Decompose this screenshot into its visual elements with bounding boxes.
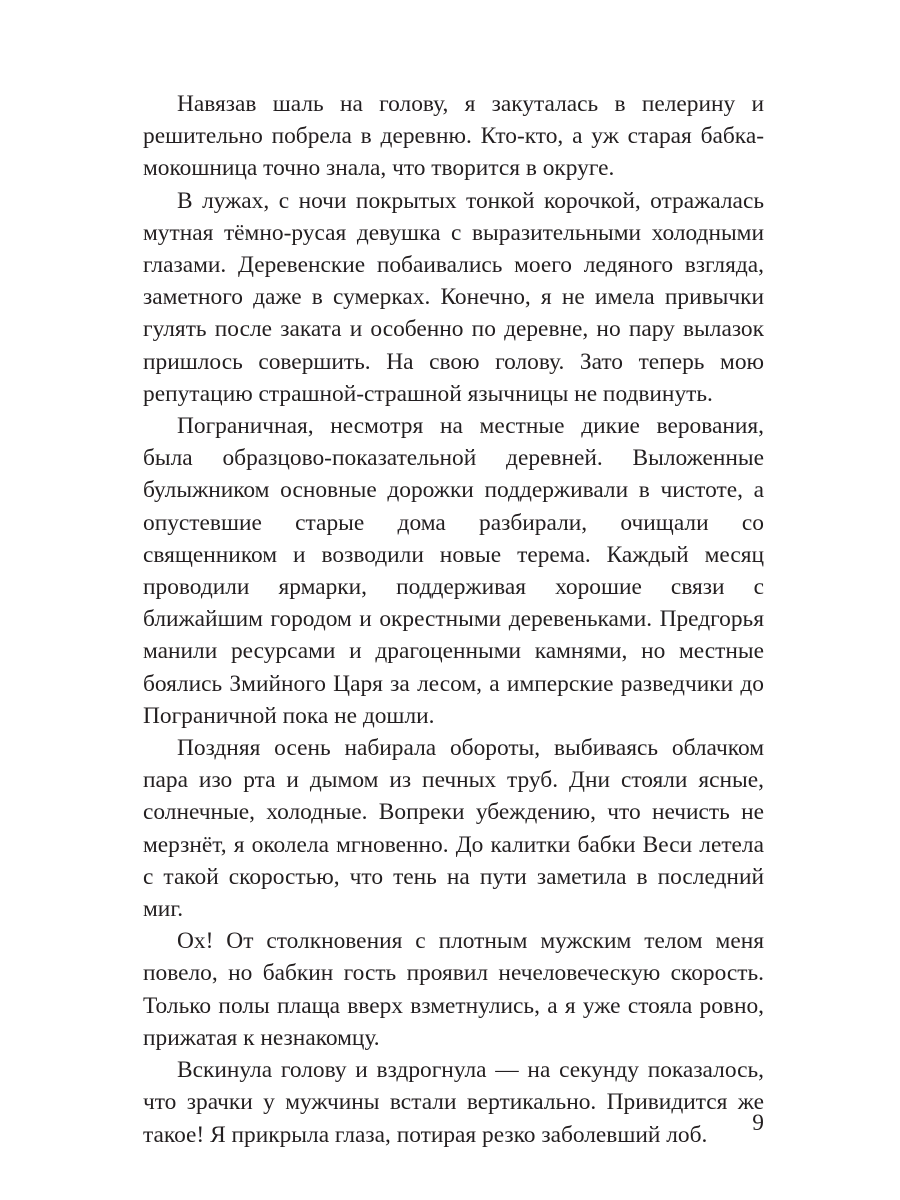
paragraph-5: Ох! От столкновения с плотным мужским телом меня повело, но бабкин гость проявил нечеловеческую скорость. Только полы плаща вверх взметнулись, а я уже стояла ровно, прижатая к незнакомцу. [143, 928, 764, 1051]
paragraph-4: Поздняя осень набирала обороты, выбиваясь облачком пара изо рта и дымом из печных труб. Дни стояли ясные, солнечные, холодные. Вопреки убеждению, что нечисть не мерзнёт, я околела мгновенно. До калитки бабки Веси летела с такой скоростью, что тень на пути заметила в последний миг. [143, 735, 764, 923]
body-text [143, 88, 764, 1151]
paragraph-2: В лужах, с ночи покрытых тонкой корочкой, отражалась мутная тёмно-русая девушка с выразительными холодными глазами. Деревенские побаивались моего ледяного взгляда, заметного даже в сумерках. Конечно, я не имела привычки гулять после заката и особенно по деревне, но пару вылазок пришлось совершить. На свою голову. Зато теперь мою репутацию страшной-страшной язычницы не подвинуть. [143, 187, 764, 407]
paragraph-3: Пограничная, несмотря на местные дикие верования, была образцово-показательной деревней. Выложенные булыжником основные дорожки поддерживали в чистоте, а опустевшие старые дома разбирали, очищали со священником и возводили новые терема. Каждый месяц проводили ярмарки, поддерживая хорошие связи с ближайшим городом и окрестными деревеньками. Предгорья манили ресурсами и драгоценными камнями, но местные боялись Змийного Царя за лесом, а имперские разведчики до Пограничной пока не дошли. [143, 413, 764, 729]
paragraph-1: Навязав шаль на голову, я закуталась в пелерину и решительно побрела в деревню. Кто-кто, а уж старая бабка-мокошница точно знала, что творится в округе. [143, 91, 764, 182]
paragraph-6: Вскинула голову и вздрогнула — на секунду показалось, что зрачки у мужчины встали вертикально. Привидится же такое! Я прикрыла глаза, потирая резко заболевший лоб. [143, 1057, 764, 1148]
page-number: 9 [752, 1110, 764, 1136]
